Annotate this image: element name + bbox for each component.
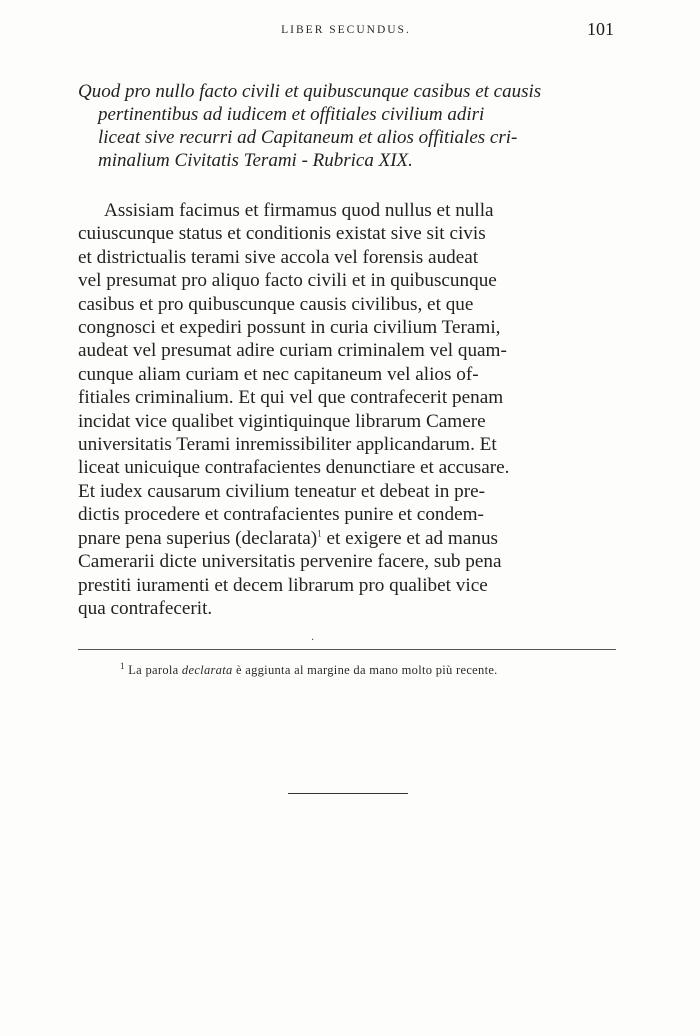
body-line: dictis procedere et contrafacientes punire et condem- [78, 504, 484, 526]
body-line: Assisiam facimus et firmamus quod nullus et nulla [104, 200, 494, 221]
body-paragraph [78, 199, 618, 620]
body-line: incidat vice qualibet vigintiquinque librarum Camere [78, 410, 486, 432]
body-line: Camerarii dicte universitatis pervenire facere, sub pena [78, 551, 502, 573]
body-line: cunque aliam curiam et nec capitaneum vel alios of- [78, 363, 479, 385]
running-title: LIBER SECUNDUS. [281, 24, 411, 36]
rubric-line: Quod pro nullo facto civili et quibuscunque casibus et causis [78, 81, 542, 102]
page-number: 101 [587, 19, 614, 39]
rubric-heading [78, 80, 620, 172]
body-line-text: pnare pena superius (declarata) [78, 527, 318, 549]
footnote-marker: 1 [120, 660, 125, 671]
body-line: casibus et pro quibuscunque causis civilibus, et que [78, 293, 474, 315]
footnote [120, 660, 620, 678]
rubric-line: minalium Civitatis Terami - Rubrica XIX. [98, 150, 413, 171]
footnote-reference: 1 [317, 528, 322, 539]
body-line: liceat unicuique contrafacientes denunctiare et accusare. [78, 457, 510, 479]
body-line: prestiti iuramenti et decem librarum pro qualibet vice [78, 574, 488, 596]
body-line: qua contrafecerit. [78, 597, 213, 619]
body-line [78, 527, 618, 550]
running-head [76, 19, 616, 43]
footnote-text-after: è aggiunta al margine da mano molto più recente. [232, 663, 498, 677]
rubric-line: pertinentibus ad iudicem et offitiales civilium adiri [98, 104, 485, 125]
body-line: vel presumat pro aliquo facto civili et in quibuscunque [78, 270, 497, 292]
footnote-text-before: La parola [128, 663, 182, 677]
body-line: audeat vel presumat adire curiam criminalem vel quam- [78, 340, 507, 362]
body-line: fitiales criminalium. Et qui vel que contrafecerit penam [78, 387, 504, 409]
body-line: Et iudex causarum civilium teneatur et debeat in pre- [78, 480, 486, 502]
closing-divider [288, 793, 408, 794]
rubric-line: liceat sive recurri ad Capitaneum et alios offitiales cri- [98, 127, 518, 148]
body-line-tail: et exigere et ad manus [321, 527, 499, 549]
footnote-divider [78, 649, 616, 650]
body-line: universitatis Terami inremissibiliter applicandarum. Et [78, 434, 497, 456]
footnote-italic-word: declarata [181, 663, 233, 677]
body-line: et districtualis terami sive accola vel forensis audeat [78, 246, 479, 268]
stray-dot: . [311, 632, 315, 643]
body-line: cuiuscunque status et conditionis existat sive sit civis [78, 223, 486, 245]
body-line: congnosci et expediri possunt in curia civilium Terami, [78, 317, 501, 339]
